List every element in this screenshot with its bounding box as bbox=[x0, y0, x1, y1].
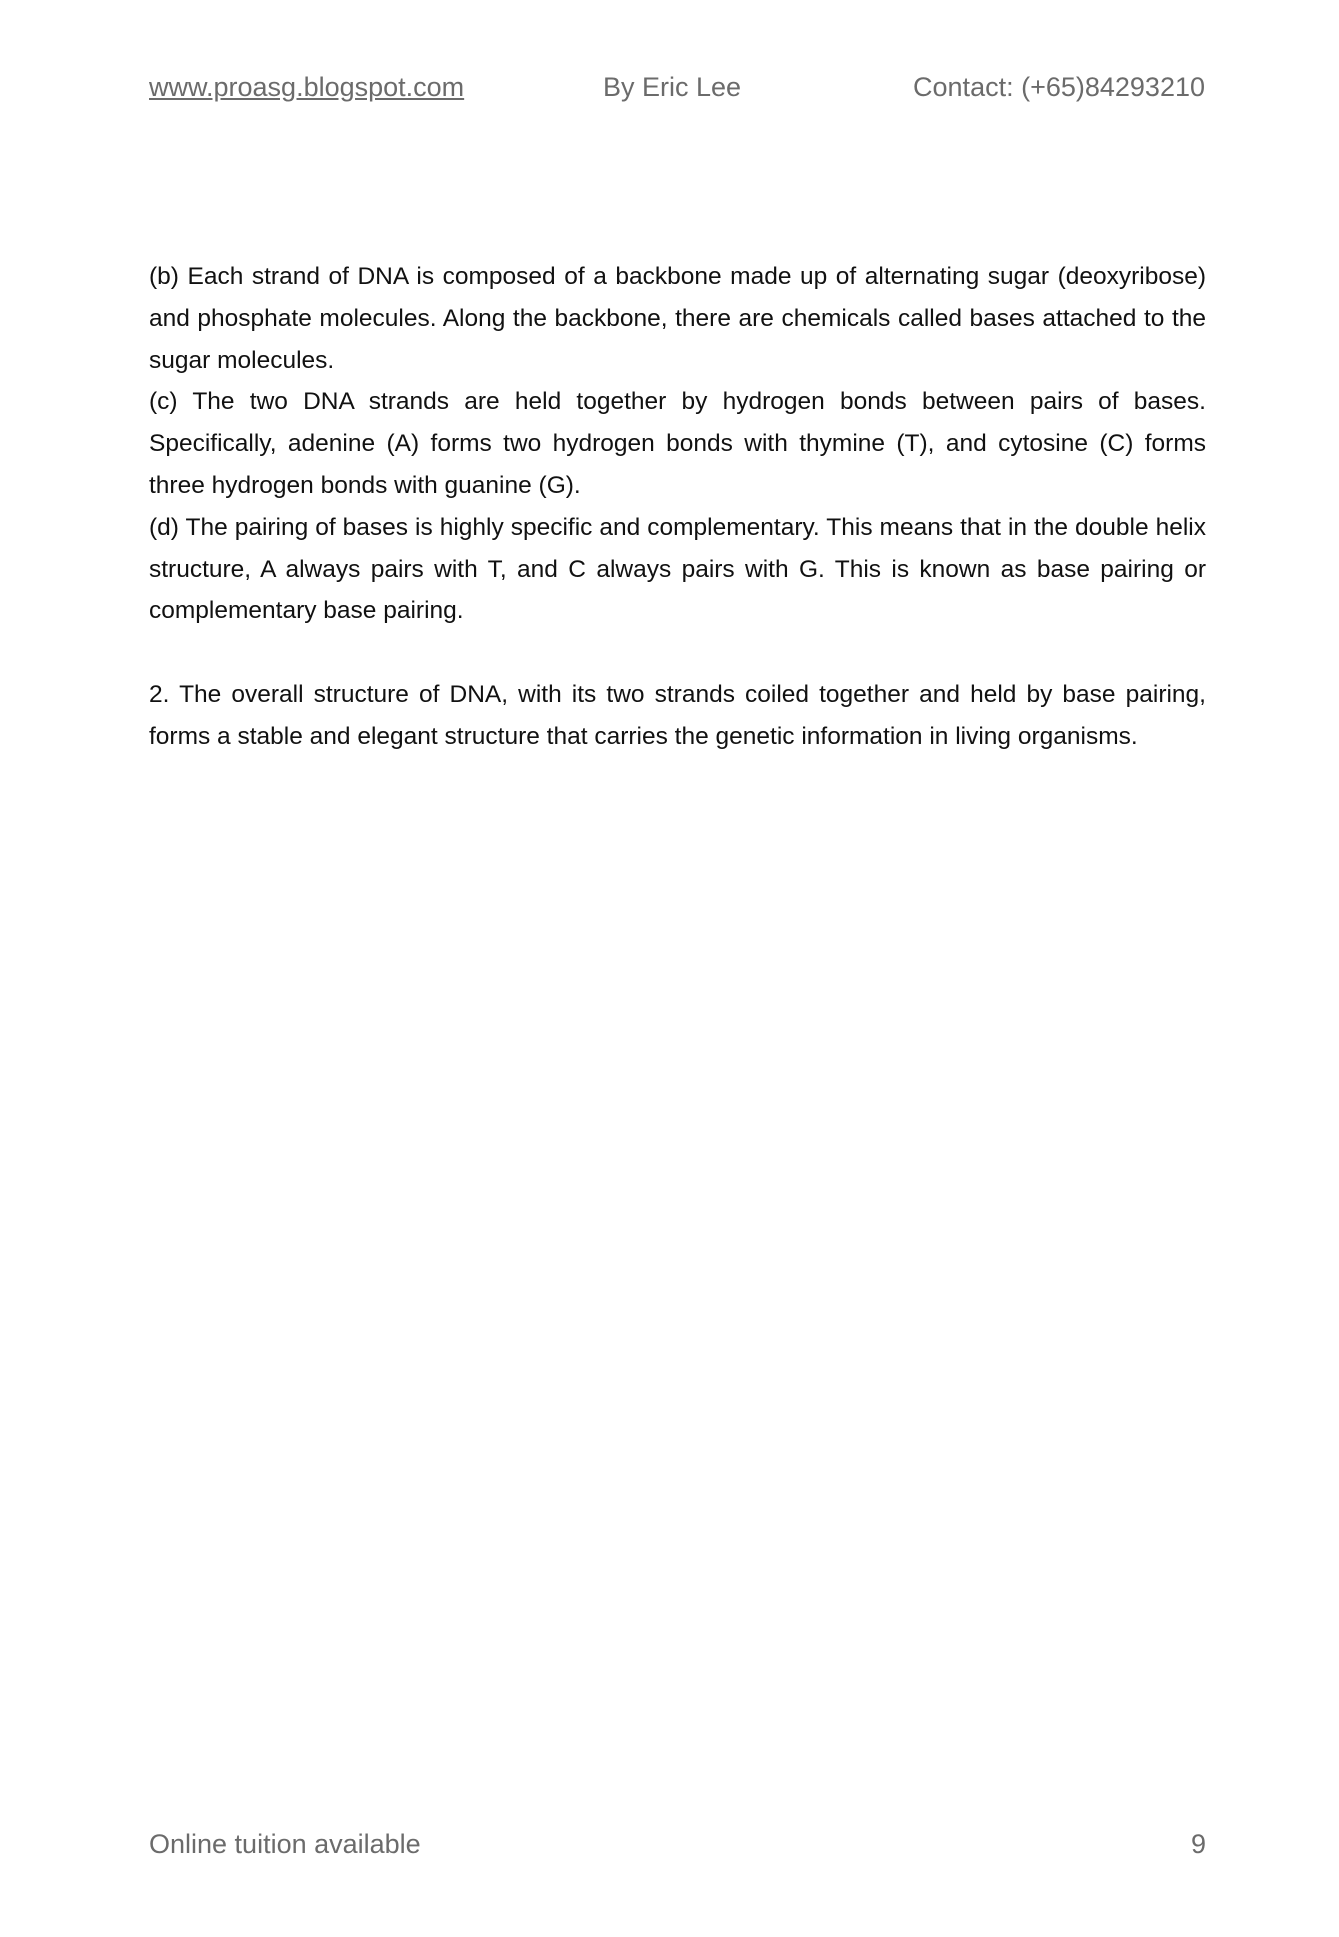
page-number: 9 bbox=[1190, 1829, 1206, 1859]
page-header bbox=[149, 72, 1205, 112]
tuition-note: Online tuition available bbox=[149, 1829, 421, 1859]
contact-info: Contact: (+65)84293210 bbox=[913, 72, 1205, 102]
body-text bbox=[149, 256, 1206, 758]
website-link[interactable]: www.proasg.blogspot.com bbox=[149, 72, 465, 102]
paragraph-c: (c) The two DNA strands are held together by hydrogen bonds between pairs of bases. Specifically, adenine (A) forms two hydrogen bonds with thymine (T), and cytosine (C) forms three hydrogen bonds with guanine (G). bbox=[149, 388, 1206, 499]
paragraph-2: 2. The overall structure of DNA, with its two strands coiled together and held by base pairing, forms a stable and elegant structure that carries the genetic information in living organisms. bbox=[149, 680, 1206, 750]
paragraph-b: (b) Each strand of DNA is composed of a backbone made up of alternating sugar (deoxyribose) and phosphate molecules. Along the backbone, there are chemicals called bases attached to the sugar molecules. bbox=[149, 263, 1206, 374]
paragraph-d: (d) The pairing of bases is highly specific and complementary. This means that in the double helix structure, A always pairs with T, and C always pairs with G. This is known as base pairing or complementary base pairing. bbox=[149, 513, 1206, 625]
author-name: By Eric Lee bbox=[603, 72, 742, 102]
